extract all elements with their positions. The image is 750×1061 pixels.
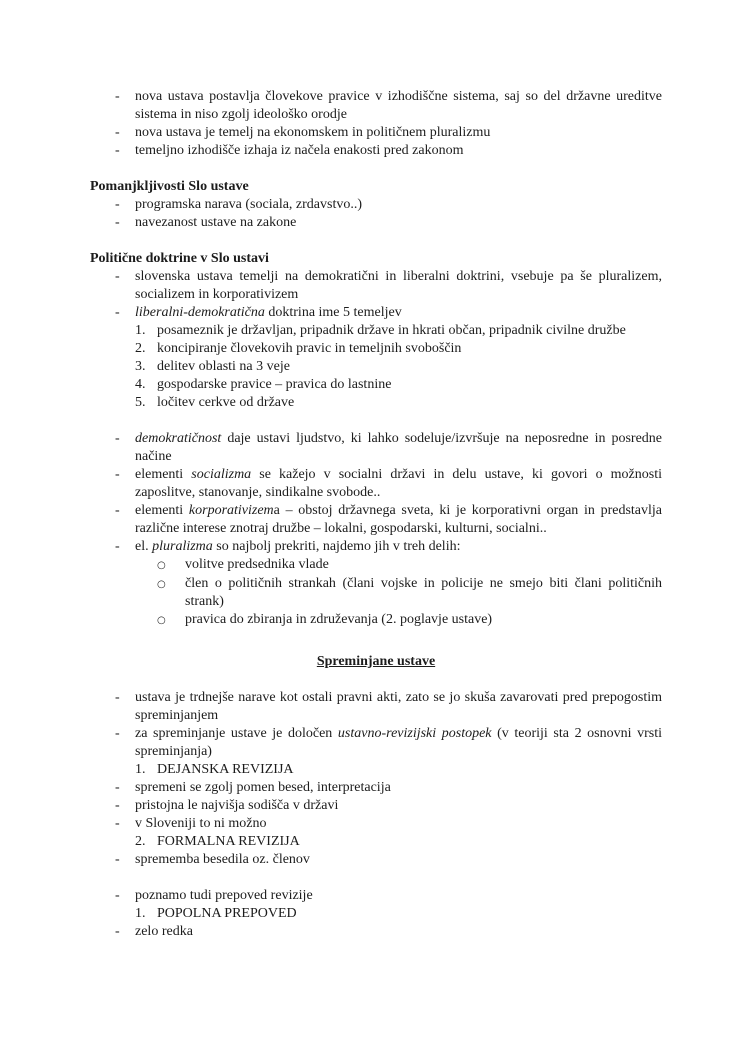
item-text xyxy=(135,502,662,538)
bullet-item xyxy=(90,268,662,304)
dash-bullet: - xyxy=(115,467,120,482)
text-segment: zelo redka xyxy=(135,924,193,939)
dash-bullet: - xyxy=(115,143,120,158)
text-segment: spremeni se zgolj pomen besed, interpretacija xyxy=(135,780,391,795)
document-title: Spreminjane ustave xyxy=(316,654,436,669)
dash-bullet: - xyxy=(115,503,120,518)
bullet-item xyxy=(90,142,662,160)
text-segment: DEJANSKA REVIZIJA xyxy=(157,762,294,777)
text-segment: slovenska ustava temelji na demokratični in liberalni doktrini, vsebuje pa še pluralizem, socializem in korporativizem xyxy=(135,269,662,302)
blank-line xyxy=(90,412,662,430)
dash-bullet: - xyxy=(115,269,120,284)
text-segment: se kažejo v socialni državi in delu ustave, ki govori o možnosti zaposlitve, stanovanje, sindikalne svobode.. xyxy=(135,467,663,500)
item-text xyxy=(135,124,662,142)
dash-bullet: - xyxy=(115,816,120,831)
item-text xyxy=(135,779,662,797)
text-segment: pristojna le najvišja sodišča v državi xyxy=(135,798,339,813)
text-segment: (v teoriji sta 2 osnovni vrsti spreminjanja) xyxy=(135,726,662,759)
dash-bullet: - xyxy=(115,690,120,705)
italic-text: pluralizma xyxy=(152,539,213,554)
text-segment: FORMALNA REVIZIJA xyxy=(157,834,300,849)
section-heading: Politične doktrine v Slo ustavi xyxy=(90,251,269,266)
item-text xyxy=(185,556,662,574)
item-text xyxy=(135,430,662,466)
circle-item xyxy=(90,556,662,575)
item-text xyxy=(157,358,662,376)
numbered-item xyxy=(90,761,662,779)
text-segment: programska narava (sociala, zrdavstvo..) xyxy=(135,197,363,212)
numbered-item xyxy=(90,322,662,340)
number-label: 4. xyxy=(135,377,146,392)
text-segment: sprememba besedila oz. členov xyxy=(135,852,310,867)
circle-bullet: ○ xyxy=(157,560,166,571)
item-text xyxy=(157,833,662,851)
bullet-item xyxy=(90,779,662,797)
text-segment: člen o političnih strankah (člani vojske in policije ne smejo biti člani političnih strank) xyxy=(185,576,662,609)
item-text xyxy=(135,142,662,160)
circle-bullet: ○ xyxy=(157,579,166,590)
text-segment: v Sloveniji to ni možno xyxy=(135,816,267,831)
numbered-item xyxy=(90,394,662,412)
text-segment: daje ustavi ljudstvo, ki lahko sodeluje/izvršuje na neposredne in posredne načine xyxy=(135,431,662,464)
italic-text: liberalni-demokratična xyxy=(135,305,265,320)
number-label: 3. xyxy=(135,359,146,374)
text-segment: za spreminjanje ustave je določen xyxy=(135,726,338,741)
text-segment: nova ustava postavlja človekove pravice v izhodiščne sistema, saj so del državne ureditve sistema in niso zgolj ideološko orodje xyxy=(135,89,662,122)
bullet-item xyxy=(90,538,662,556)
text-segment: elementi xyxy=(135,503,189,518)
dash-bullet: - xyxy=(115,924,120,939)
dash-bullet: - xyxy=(115,888,120,903)
text-segment: a – obstoj državnega sveta, ki je korporativni organ in predstavlja različne interese znotraj družbe – lokalni, gospodarski, kulturni, socialni.. xyxy=(135,503,663,536)
dash-bullet: - xyxy=(115,197,120,212)
dash-bullet: - xyxy=(115,305,120,320)
item-text xyxy=(135,725,662,761)
bullet-item xyxy=(90,797,662,815)
bullet-item xyxy=(90,124,662,142)
text-segment: gospodarske pravice – pravica do lastnine xyxy=(157,377,392,392)
item-text xyxy=(135,268,662,304)
text-segment: navezanost ustave na zakone xyxy=(135,215,297,230)
circle-bullet: ○ xyxy=(157,615,166,626)
item-text xyxy=(135,304,662,322)
dash-bullet: - xyxy=(115,798,120,813)
item-text xyxy=(135,689,662,725)
text-segment: elementi xyxy=(135,467,192,482)
dash-bullet: - xyxy=(115,215,120,230)
item-text xyxy=(135,466,662,502)
text-segment: ločitev cerkve od države xyxy=(157,395,295,410)
item-text xyxy=(135,196,662,214)
numbered-item xyxy=(90,376,662,394)
blank-line xyxy=(90,869,662,887)
text-segment: volitve predsednika vlade xyxy=(185,557,329,572)
number-label: 5. xyxy=(135,395,146,410)
item-text xyxy=(135,88,662,124)
circle-item xyxy=(90,575,662,611)
blank-line xyxy=(90,630,662,648)
bullet-item xyxy=(90,851,662,869)
circle-item xyxy=(90,611,662,630)
italic-text: demokratičnost xyxy=(135,431,222,446)
text-segment: el. xyxy=(135,539,153,554)
dash-bullet: - xyxy=(115,726,120,741)
text-segment: delitev oblasti na 3 veje xyxy=(157,359,290,374)
dash-bullet: - xyxy=(115,89,120,104)
dash-bullet: - xyxy=(115,539,120,554)
text-segment: nova ustava je temelj na ekonomskem in političnem pluralizmu xyxy=(135,125,491,140)
number-label: 1. xyxy=(135,906,146,921)
text-segment: ustava je trdnejše narave kot ostali pravni akti, zato se jo skuša zavarovati pred prepogostim spreminjanjem xyxy=(135,690,662,723)
text-segment: posameznik je državljan, pripadnik države in hkrati občan, pripadnik civilne družbe xyxy=(157,323,626,338)
text-segment: koncipiranje človekovih pravic in temeljnih svoboščin xyxy=(157,341,462,356)
item-text xyxy=(135,851,662,869)
italic-text: ustavno-revizijski postopek xyxy=(337,726,492,741)
bullet-item xyxy=(90,725,662,761)
bullet-item xyxy=(90,466,662,502)
text-segment: pravica do zbiranja in združevanja (2. poglavje ustave) xyxy=(185,612,493,627)
bullet-item xyxy=(90,923,662,941)
text-segment: POPOLNA PREPOVED xyxy=(157,906,297,921)
italic-text: socializma xyxy=(191,467,252,482)
item-text xyxy=(185,575,662,611)
bullet-item xyxy=(90,304,662,322)
numbered-item xyxy=(90,905,662,923)
dash-bullet: - xyxy=(115,852,120,867)
number-label: 2. xyxy=(135,834,146,849)
numbered-item xyxy=(90,358,662,376)
numbered-item xyxy=(90,833,662,851)
number-label: 1. xyxy=(135,762,146,777)
bullet-item xyxy=(90,502,662,538)
item-text xyxy=(135,887,662,905)
blank-line xyxy=(90,232,662,250)
blank-line xyxy=(90,160,662,178)
item-text xyxy=(135,538,662,556)
bullet-item xyxy=(90,689,662,725)
dash-bullet: - xyxy=(115,431,120,446)
dash-bullet: - xyxy=(115,780,120,795)
number-label: 2. xyxy=(135,341,146,356)
bullet-item xyxy=(90,196,662,214)
item-text xyxy=(185,611,662,629)
item-text xyxy=(135,923,662,941)
item-text xyxy=(157,905,662,923)
dash-bullet: - xyxy=(115,125,120,140)
bullet-item xyxy=(90,430,662,466)
item-text xyxy=(135,797,662,815)
bullet-item xyxy=(90,88,662,124)
text-segment: temeljno izhodišče izhaja iz načela enakosti pred zakonom xyxy=(135,143,464,158)
bullet-item xyxy=(90,887,662,905)
item-text xyxy=(135,815,662,833)
numbered-item xyxy=(90,340,662,358)
item-text xyxy=(157,761,662,779)
item-text xyxy=(135,214,662,232)
text-segment: doktrina ime 5 temeljev xyxy=(264,305,402,320)
bullet-item xyxy=(90,815,662,833)
section-heading: Pomanjkljivosti Slo ustave xyxy=(90,179,249,194)
bullet-item xyxy=(90,214,662,232)
item-text xyxy=(157,394,662,412)
item-text xyxy=(157,340,662,358)
item-text xyxy=(157,322,662,340)
number-label: 1. xyxy=(135,323,146,338)
item-text xyxy=(157,376,662,394)
italic-text: korporativizem xyxy=(188,503,274,518)
text-segment: so najbolj prekriti, najdemo jih v treh delih: xyxy=(212,539,461,554)
text-segment: poznamo tudi prepoved revizije xyxy=(135,888,313,903)
blank-line xyxy=(90,671,662,689)
